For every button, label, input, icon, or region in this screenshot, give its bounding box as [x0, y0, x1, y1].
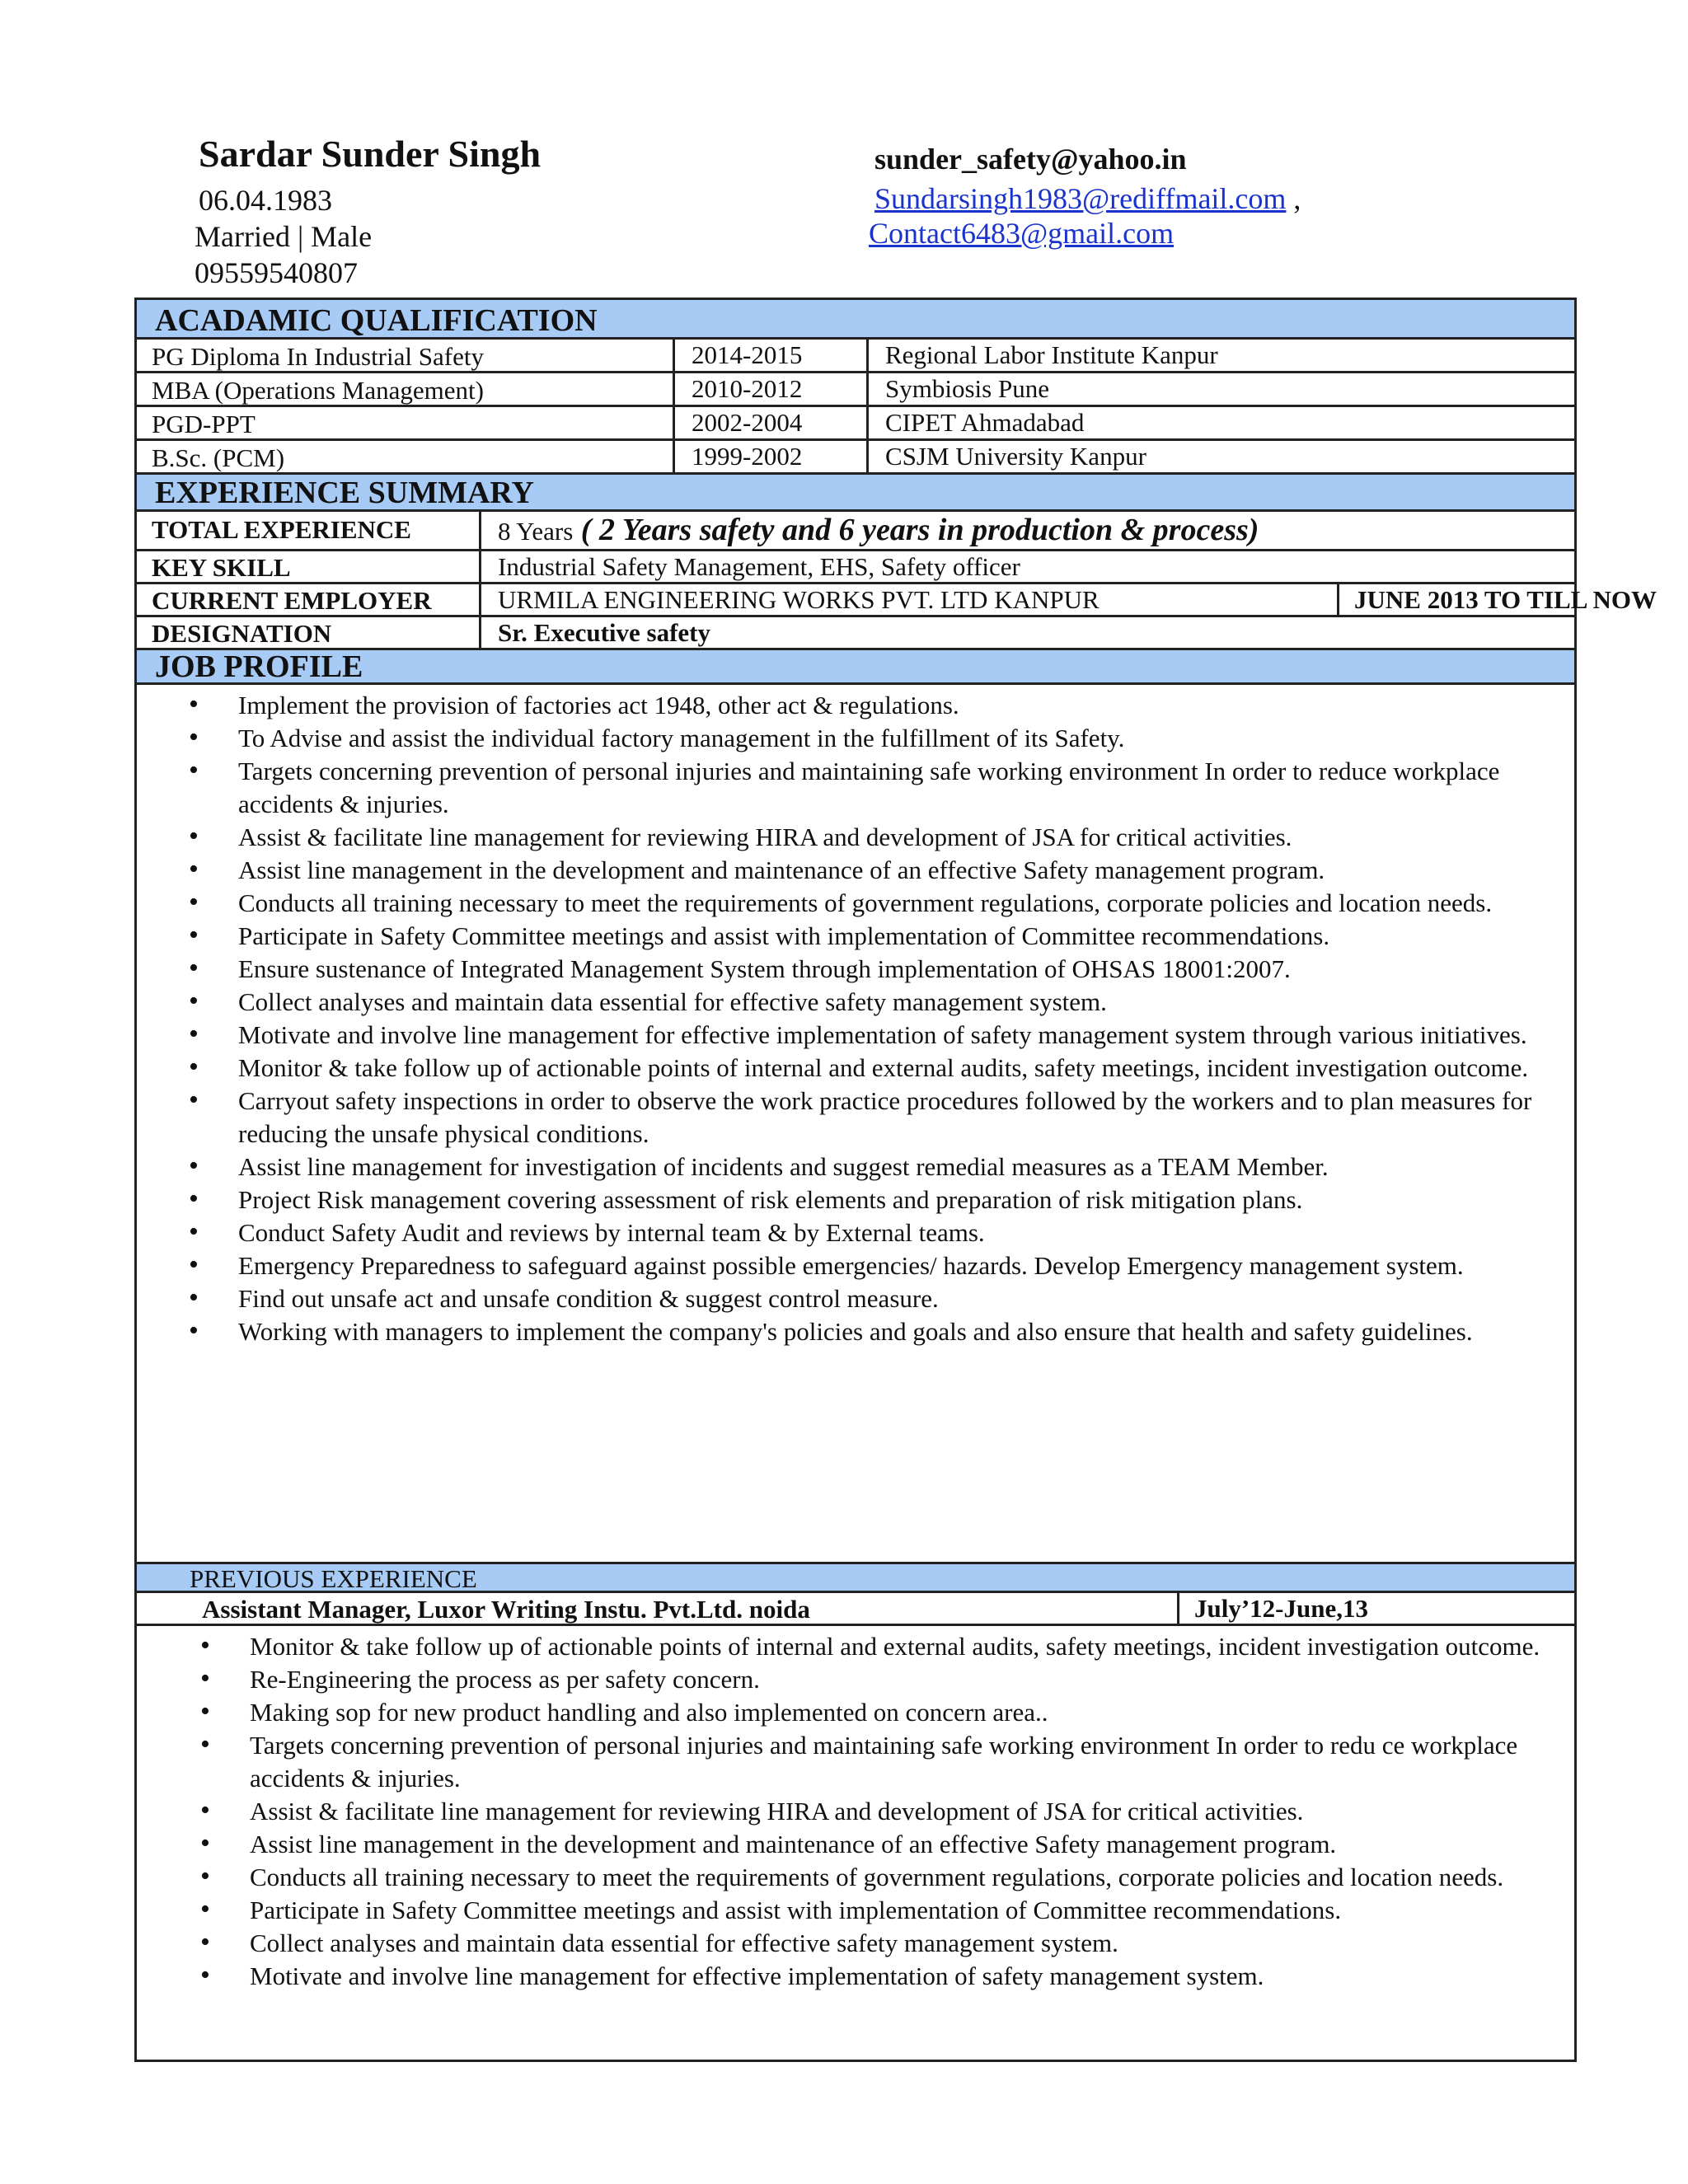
academic-degree: B.Sc. (PCM)	[152, 443, 285, 472]
designation-row	[134, 617, 1577, 650]
bullet-text: Carryout safety inspections in order to observe the work practice procedures followed by the workers and to plan measures for reducing the unsafe physical conditions.	[238, 1086, 1532, 1148]
experience-total-row	[134, 512, 1577, 551]
email-primary: sunder_safety@yahoo.in	[874, 143, 1187, 176]
academic-institute: Regional Labor Institute Kanpur	[866, 340, 1574, 371]
bullet-text: Targets concerning prevention of personal injuries and maintaining safe working environment In order to reduce workplace accidents & injuries.	[238, 757, 1500, 818]
previous-section-header	[134, 1562, 1577, 1593]
bullet-text: Monitor & take follow up of actionable points of internal and external audits, safety meetings, incident investigation outcome.	[250, 1632, 1540, 1661]
bullet-item	[189, 755, 1540, 821]
bullet-item	[189, 986, 1540, 1019]
bullet-item	[189, 722, 1540, 755]
bullet-text: Implement the provision of factories act 1948, other act & regulations.	[238, 691, 959, 719]
bullet-text: Find out unsafe act and unsafe condition & suggest control measure.	[238, 1284, 939, 1313]
bullet-text: Project Risk management covering assessment of risk elements and preparation of risk mitigation plans.	[238, 1185, 1303, 1214]
bullet-text: Targets concerning prevention of personal injuries and maintaining safe working environment In order to redu ce workplace accidents & injuries.	[250, 1731, 1518, 1793]
bullet-item	[189, 920, 1540, 953]
bullet-text: Motivate and involve line management for effective implementation of safety management system through various initiatives.	[238, 1020, 1527, 1049]
bullet-text: Monitor & take follow up of actionable points of internal and external audits, safety meetings, incident investigation outcome.	[238, 1053, 1529, 1082]
bullet-item	[189, 1183, 1540, 1216]
bullet-text: Emergency Preparedness to safeguard against possible emergencies/ hazards. Develop Emergency management system.	[238, 1251, 1464, 1280]
bullet-item	[189, 953, 1540, 986]
job-profile-title: JOB PROFILE	[155, 649, 363, 684]
bullet-item	[189, 1315, 1540, 1348]
current-employer-value: URMILA ENGINEERING WORKS PVT. LTD KANPUR	[479, 584, 1353, 615]
academic-years: 1999-2002	[673, 441, 854, 472]
designation-value: Sr. Executive safety	[479, 617, 1574, 648]
current-employer-row	[134, 584, 1657, 617]
bullet-text: Making sop for new product handling and also implemented on concern area..	[250, 1698, 1048, 1727]
academic-row	[134, 441, 1577, 475]
academic-institute: CSJM University Kanpur	[866, 441, 1574, 472]
bullet-item	[200, 1663, 1552, 1696]
bullet-text: Assist line management in the development and maintenance of an effective Safety management program.	[250, 1830, 1337, 1858]
key-skill-label: KEY SKILL	[152, 553, 291, 582]
job-profile-section-header	[134, 650, 1577, 685]
bullet-text: Conduct Safety Audit and reviews by internal team & by External teams.	[238, 1218, 985, 1247]
bullet-item	[200, 1630, 1552, 1663]
bullet-text: Participate in Safety Committee meetings and assist with implementation of Committee recommendations.	[250, 1896, 1342, 1924]
academic-institute: CIPET Ahmadabad	[866, 407, 1574, 438]
bullet-item	[200, 1696, 1552, 1729]
bullet-text: Assist line management for investigation of incidents and suggest remedial measures as a TEAM Member.	[238, 1152, 1329, 1181]
total-experience-detail: ( 2 Years safety and 6 years in production & process)	[573, 513, 1259, 547]
bullet-text: Collect analyses and maintain data essential for effective safety management system.	[250, 1929, 1118, 1957]
bullet-text: To Advise and assist the individual factory management in the fulfillment of its Safety.	[238, 724, 1125, 752]
academic-title: ACADAMIC QUALIFICATION	[155, 303, 598, 338]
bullet-item	[200, 1927, 1552, 1960]
bullet-item	[189, 1052, 1540, 1085]
bullet-item	[200, 1795, 1552, 1828]
bullet-text: Conducts all training necessary to meet the requirements of government regulations, corporate policies and location needs.	[250, 1863, 1504, 1891]
bullet-item	[189, 821, 1540, 854]
previous-experience-list	[200, 1630, 1552, 1993]
academic-degree: MBA (Operations Management)	[152, 376, 484, 405]
bullet-item	[189, 1151, 1540, 1183]
previous-role-row	[134, 1593, 1577, 1626]
bullet-text: Assist & facilitate line management for reviewing HIRA and development of JSA for critical activities.	[238, 823, 1292, 851]
phone-number: 09559540807	[195, 256, 358, 289]
academic-years: 2014-2015	[673, 340, 854, 371]
previous-title: PREVIOUS EXPERIENCE	[190, 1564, 477, 1593]
previous-role: Assistant Manager, Luxor Writing Instu. Pvt.Ltd. noida	[202, 1595, 810, 1624]
bullet-text: Assist & facilitate line management for reviewing HIRA and development of JSA for critical activities.	[250, 1797, 1304, 1825]
candidate-name: Sardar Sunder Singh	[199, 133, 542, 175]
bullet-text: Motivate and involve line management for effective implementation of safety management system.	[250, 1961, 1264, 1990]
academic-row	[134, 407, 1577, 441]
academic-row	[134, 340, 1577, 373]
bullet-item	[200, 1894, 1552, 1927]
bullet-item	[189, 689, 1540, 722]
academic-institute: Symbiosis Pune	[866, 373, 1574, 405]
key-skill-row	[134, 551, 1577, 584]
bullet-text: Re-Engineering the process as per safety concern.	[250, 1665, 760, 1694]
academic-degree: PG Diploma In Industrial Safety	[152, 342, 484, 371]
total-experience-value	[479, 512, 1574, 549]
bullet-text: Assist line management in the development and maintenance of an effective Safety management program.	[238, 855, 1325, 884]
designation-label: DESIGNATION	[152, 619, 332, 648]
bullet-item	[189, 1216, 1540, 1249]
experience-section-header	[134, 475, 1577, 512]
current-employer-period: JUNE 2013 TO TILL NOW	[1337, 584, 1574, 615]
email-separator: ,	[1286, 182, 1301, 215]
bullet-item	[200, 1828, 1552, 1861]
bullet-item	[189, 1249, 1540, 1282]
bullet-item	[189, 1019, 1540, 1052]
experience-title: EXPERIENCE SUMMARY	[155, 476, 534, 510]
email-secondary-link[interactable]: Sundarsingh1983@rediffmail.com	[874, 182, 1287, 215]
current-employer-label: CURRENT EMPLOYER	[152, 586, 432, 615]
academic-row	[134, 373, 1577, 407]
academic-years: 2002-2004	[673, 407, 854, 438]
bullet-text: Conducts all training necessary to meet the requirements of government regulations, corporate policies and location needs.	[238, 888, 1493, 917]
bullet-item	[189, 1282, 1540, 1315]
bullet-text: Collect analyses and maintain data essential for effective safety management system.	[238, 987, 1107, 1016]
bullet-text: Participate in Safety Committee meetings and assist with implementation of Committee recommendations.	[238, 921, 1330, 950]
bullet-text: Ensure sustenance of Integrated Management System through implementation of OHSAS 18001:2007.	[238, 954, 1291, 983]
marital-status: Married | Male	[195, 220, 373, 253]
bullet-item	[200, 1960, 1552, 1993]
bullet-item	[189, 854, 1540, 887]
date-of-birth: 06.04.1983	[199, 184, 332, 217]
email-tertiary-link[interactable]: Contact6483@gmail.com	[869, 217, 1175, 250]
previous-period: July’12-June,13	[1177, 1593, 1574, 1624]
academic-degree: PGD-PPT	[152, 410, 256, 438]
academic-section-header	[134, 298, 1577, 340]
key-skill-value: Industrial Safety Management, EHS, Safety officer	[479, 551, 1574, 582]
email-secondary-line	[874, 181, 1301, 216]
total-years: 8 Years	[498, 517, 574, 546]
bullet-text: Working with managers to implement the company's policies and goals and also ensure that health and safety guidelines.	[238, 1317, 1473, 1346]
bullet-item	[200, 1729, 1552, 1795]
bullet-item	[189, 1085, 1540, 1151]
bullet-item	[200, 1861, 1552, 1894]
total-experience-label: TOTAL EXPERIENCE	[152, 515, 411, 544]
job-profile-list	[189, 689, 1540, 1348]
academic-years: 2010-2012	[673, 373, 854, 405]
bullet-item	[189, 887, 1540, 920]
